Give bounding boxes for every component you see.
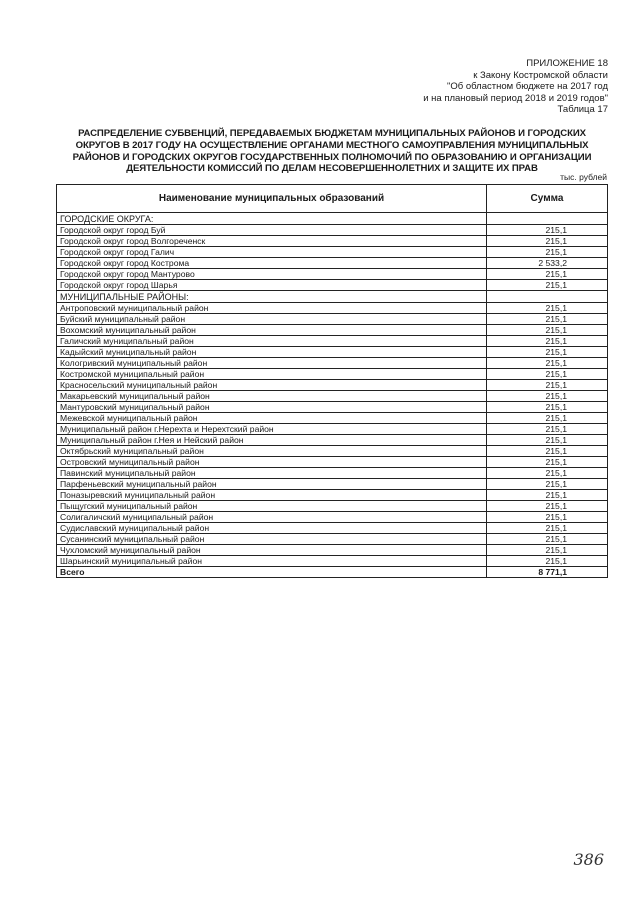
amount-cell: 215,1 [487,303,608,314]
amount-cell: 8 771,1 [487,567,608,578]
appendix-header [348,58,608,116]
municipality-name: Шарьинский муниципальный район [57,556,487,567]
table-row [57,303,608,314]
amount-cell: 215,1 [487,490,608,501]
table-row [57,523,608,534]
amount-cell: 215,1 [487,545,608,556]
page-number: 386 [573,850,604,869]
total-row [57,567,608,578]
table-body [57,213,608,578]
table-row [57,380,608,391]
amount-cell: 2 533,2 [487,258,608,269]
table-row [57,402,608,413]
table-row [57,490,608,501]
amount-cell: 215,1 [487,347,608,358]
municipality-name: Парфеньевский муниципальный район [57,479,487,490]
municipality-name: Буйский муниципальный район [57,314,487,325]
amount-cell: 215,1 [487,380,608,391]
municipality-name: Городской округ город Шарья [57,280,487,291]
appendix-number: ПРИЛОЖЕНИЕ 18 [526,58,608,69]
municipality-name: Солигаличский муниципальный район [57,512,487,523]
municipality-name: Антроповский муниципальный район [57,303,487,314]
table-row [57,446,608,457]
municipality-name: Кадыйский муниципальный район [57,347,487,358]
municipality-name: Галичский муниципальный район [57,336,487,347]
table-row [57,258,608,269]
municipality-name: Пыщугский муниципальный район [57,501,487,512]
municipality-name: Городской округ город Кострома [57,258,487,269]
amount-cell: 215,1 [487,435,608,446]
amount-cell [487,291,608,303]
document-title: РАСПРЕДЕЛЕНИЕ СУБВЕНЦИЙ, ПЕРЕДАВАЕМЫХ БЮДЖЕТАМ МУНИЦИПАЛЬНЫХ РАЙОНОВ И ГОРОДСКИХ ОКРУГОВ В 2017 ГОДУ НА ОСУЩЕСТВЛЕНИЕ ОРГАНАМИ МЕСТНОГО САМОУПРАВЛЕНИЯ МУНИЦИПАЛЬНЫХ РАЙОНОВ И ГОРОДСКИХ ОКРУГОВ ГОСУДАРСТВЕННЫХ ПОЛНОМОЧИЙ ПО ОБРАЗОВАНИЮ И ОРГАНИЗАЦИИ ДЕЯТЕЛЬНОСТИ КОМИССИЙ ПО ДЕЛАМ НЕСОВЕРШЕННОЛЕТНИХ И ЗАЩИТЕ ИХ ПРАВ [72,128,592,175]
amount-cell: 215,1 [487,314,608,325]
amount-cell: 215,1 [487,236,608,247]
amount-cell: 215,1 [487,479,608,490]
section-row [57,213,608,225]
table-row [57,468,608,479]
amount-cell: 215,1 [487,225,608,236]
units-label: тыс. рублей [560,172,607,182]
amount-cell: 215,1 [487,402,608,413]
municipality-name: Городской округ город Волгореченск [57,236,487,247]
section-label: ГОРОДСКИЕ ОКРУГА: [57,213,487,225]
amount-cell: 215,1 [487,446,608,457]
amount-cell: 215,1 [487,280,608,291]
table-row [57,280,608,291]
amount-cell [487,213,608,225]
table-row [57,413,608,424]
table-number: Таблица 17 [557,104,608,115]
municipality-name: Макарьевский муниципальный район [57,391,487,402]
amount-cell: 215,1 [487,424,608,435]
municipality-name: Красносельский муниципальный район [57,380,487,391]
subventions-table [56,184,608,578]
municipality-name: Костромской муниципальный район [57,369,487,380]
law-title-line-1: "Об областном бюджете на 2017 год [447,81,608,92]
amount-cell: 215,1 [487,325,608,336]
municipality-name: Межевской муниципальный район [57,413,487,424]
amount-cell: 215,1 [487,269,608,280]
table-row [57,534,608,545]
table-row [57,556,608,567]
table-row [57,369,608,380]
law-title-line-2: и на плановый период 2018 и 2019 годов" [423,92,608,104]
municipality-name: Муниципальный район г.Нерехта и Нерехтский район [57,424,487,435]
table-row [57,314,608,325]
table-row [57,347,608,358]
amount-cell: 215,1 [487,413,608,424]
municipality-name: Судиславский муниципальный район [57,523,487,534]
table-row [57,391,608,402]
municipality-name: Сусанинский муниципальный район [57,534,487,545]
municipality-name: Чухломский муниципальный район [57,545,487,556]
amount-cell: 215,1 [487,336,608,347]
table-row [57,545,608,556]
table-row [57,325,608,336]
municipality-name: Павинский муниципальный район [57,468,487,479]
municipality-name: Всего [57,567,487,578]
section-label: МУНИЦИПАЛЬНЫЕ РАЙОНЫ: [57,291,487,303]
amount-cell: 215,1 [487,523,608,534]
table-row [57,269,608,280]
municipality-name: Мантуровский муниципальный район [57,402,487,413]
amount-cell: 215,1 [487,534,608,545]
table-row [57,236,608,247]
municipality-name: Вохомский муниципальный район [57,325,487,336]
column-header-amount: Сумма [487,185,608,213]
section-row [57,291,608,303]
amount-cell: 215,1 [487,556,608,567]
table-row [57,336,608,347]
municipality-name: Городской округ город Мантурово [57,269,487,280]
amount-cell: 215,1 [487,512,608,523]
amount-cell: 215,1 [487,391,608,402]
municipality-name: Кологривский муниципальный район [57,358,487,369]
amount-cell: 215,1 [487,247,608,258]
table-header-row [57,185,608,213]
municipality-name: Городской округ город Галич [57,247,487,258]
table-row [57,479,608,490]
table-row [57,435,608,446]
table-row [57,358,608,369]
column-header-name: Наименование муниципальных образований [57,185,487,213]
amount-cell: 215,1 [487,501,608,512]
municipality-name: Городской округ город Буй [57,225,487,236]
amount-cell: 215,1 [487,468,608,479]
municipality-name: Октябрьский муниципальный район [57,446,487,457]
table-row [57,501,608,512]
amount-cell: 215,1 [487,358,608,369]
amount-cell: 215,1 [487,457,608,468]
table-row [57,424,608,435]
table-row [57,512,608,523]
table-row [57,457,608,468]
municipality-name: Муниципальный район г.Нея и Нейский район [57,435,487,446]
amount-cell: 215,1 [487,369,608,380]
table-row [57,247,608,258]
municipality-name: Островский муниципальный район [57,457,487,468]
municipality-name: Поназыревский муниципальный район [57,490,487,501]
table-row [57,225,608,236]
law-reference: к Закону Костромской области [473,69,608,81]
